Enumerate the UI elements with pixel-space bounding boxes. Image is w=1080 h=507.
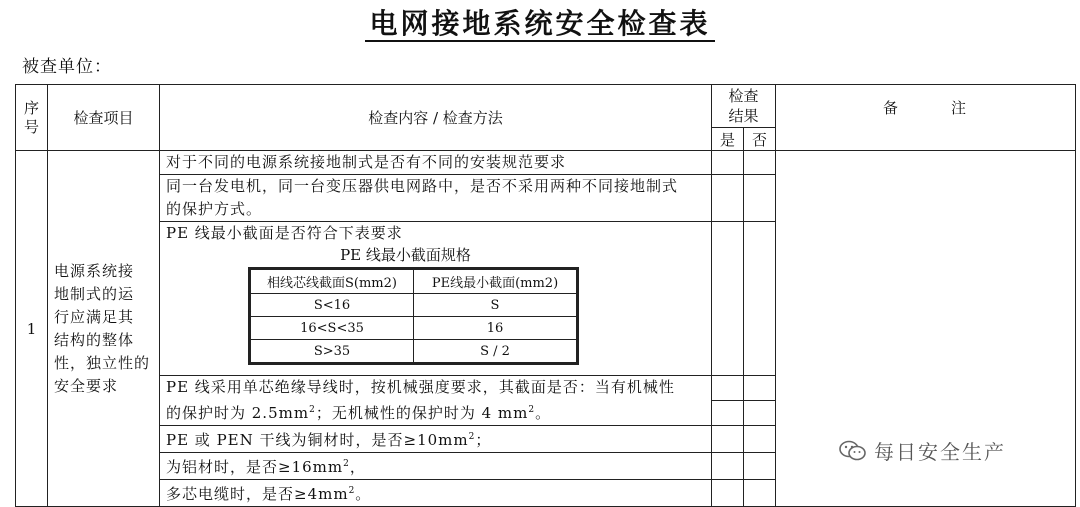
header-note: 备 注 <box>776 85 1076 151</box>
check-item-3: PE 线最小截面是否符合下表要求 PE 线最小截面规格 相线芯线截面S(mm2) PE线最小截面(mm2) S<16 S 16<S<35 16 S>35 S / 2 <box>160 222 712 376</box>
pe-table-cell: S / 2 <box>414 340 577 363</box>
row-seq: 1 <box>16 151 48 507</box>
check-item-2: 同一台发电机，同一台变压器供电网路中，是否不采用两种不同接地制式 的保护方式。 <box>160 175 712 222</box>
row-item: 电源系统接 地制式的运 行应满足其 结构的整体 性，独立性的 安全要求 <box>48 151 160 507</box>
result-yes-7[interactable] <box>712 480 744 507</box>
check-item-1: 对于不同的电源系统接地制式是否有不同的安装规范要求 <box>160 151 712 175</box>
header-result: 检查 结果 <box>712 85 776 128</box>
inspected-unit-label: 被查单位： <box>22 57 112 77</box>
header-seq: 序 号 <box>16 85 48 151</box>
header-item: 检查项目 <box>48 85 160 151</box>
result-yes-4b[interactable] <box>712 401 744 426</box>
pe-table-cell: 16 <box>414 317 577 340</box>
check-item-5: PE 或 PEN 干线为铜材时，是否$\ge 10mm^2$； <box>160 426 712 453</box>
wechat-icon <box>838 439 868 463</box>
result-yes-5[interactable] <box>712 426 744 453</box>
result-yes-6[interactable] <box>712 453 744 480</box>
result-no-7[interactable] <box>744 480 776 507</box>
pe-table <box>248 267 579 365</box>
pe-table-cell: 16<S<35 <box>251 317 414 340</box>
result-yes-1[interactable] <box>712 151 744 175</box>
result-yes-3[interactable] <box>712 222 744 376</box>
pe-table-cell: S>35 <box>251 340 414 363</box>
watermark-text: 每日安全生产 <box>874 440 1006 464</box>
check-item-7: 多芯电缆时，是否$\ge 4mm^2$。 <box>160 480 712 507</box>
page-title: 电网接地系统安全检查表 <box>0 2 1080 42</box>
header-content: 检查内容 / 检查方法 <box>160 85 712 151</box>
result-no-3[interactable] <box>744 222 776 376</box>
result-no-5[interactable] <box>744 426 776 453</box>
pe-table-cell: S <box>414 294 577 317</box>
result-no-1[interactable] <box>744 151 776 175</box>
pe-table-col1: 相线芯线截面S(mm2) <box>251 270 414 294</box>
check-item-6: 为铝材时，是否$\ge 16mm^2$， <box>160 453 712 480</box>
header-no: 否 <box>744 128 776 151</box>
result-no-6[interactable] <box>744 453 776 480</box>
header-yes: 是 <box>712 128 744 151</box>
check-item-4: PE 线采用单芯绝缘导线时，按机械强度要求，其截面是否：当有机械性 的保护时为 $2.5mm^2$；无机械性的保护时为 4 $mm^2$。 <box>160 376 712 426</box>
pe-table-caption: PE 线最小截面规格 <box>340 246 471 264</box>
result-no-2[interactable] <box>744 175 776 222</box>
pe-table-cell: S<16 <box>251 294 414 317</box>
result-yes-4a[interactable] <box>712 376 744 401</box>
watermark <box>838 436 1006 465</box>
pe-table-col2: PE线最小截面(mm2) <box>414 270 577 294</box>
result-yes-2[interactable] <box>712 175 744 222</box>
result-no-4b[interactable] <box>744 401 776 426</box>
result-no-4a[interactable] <box>744 376 776 401</box>
